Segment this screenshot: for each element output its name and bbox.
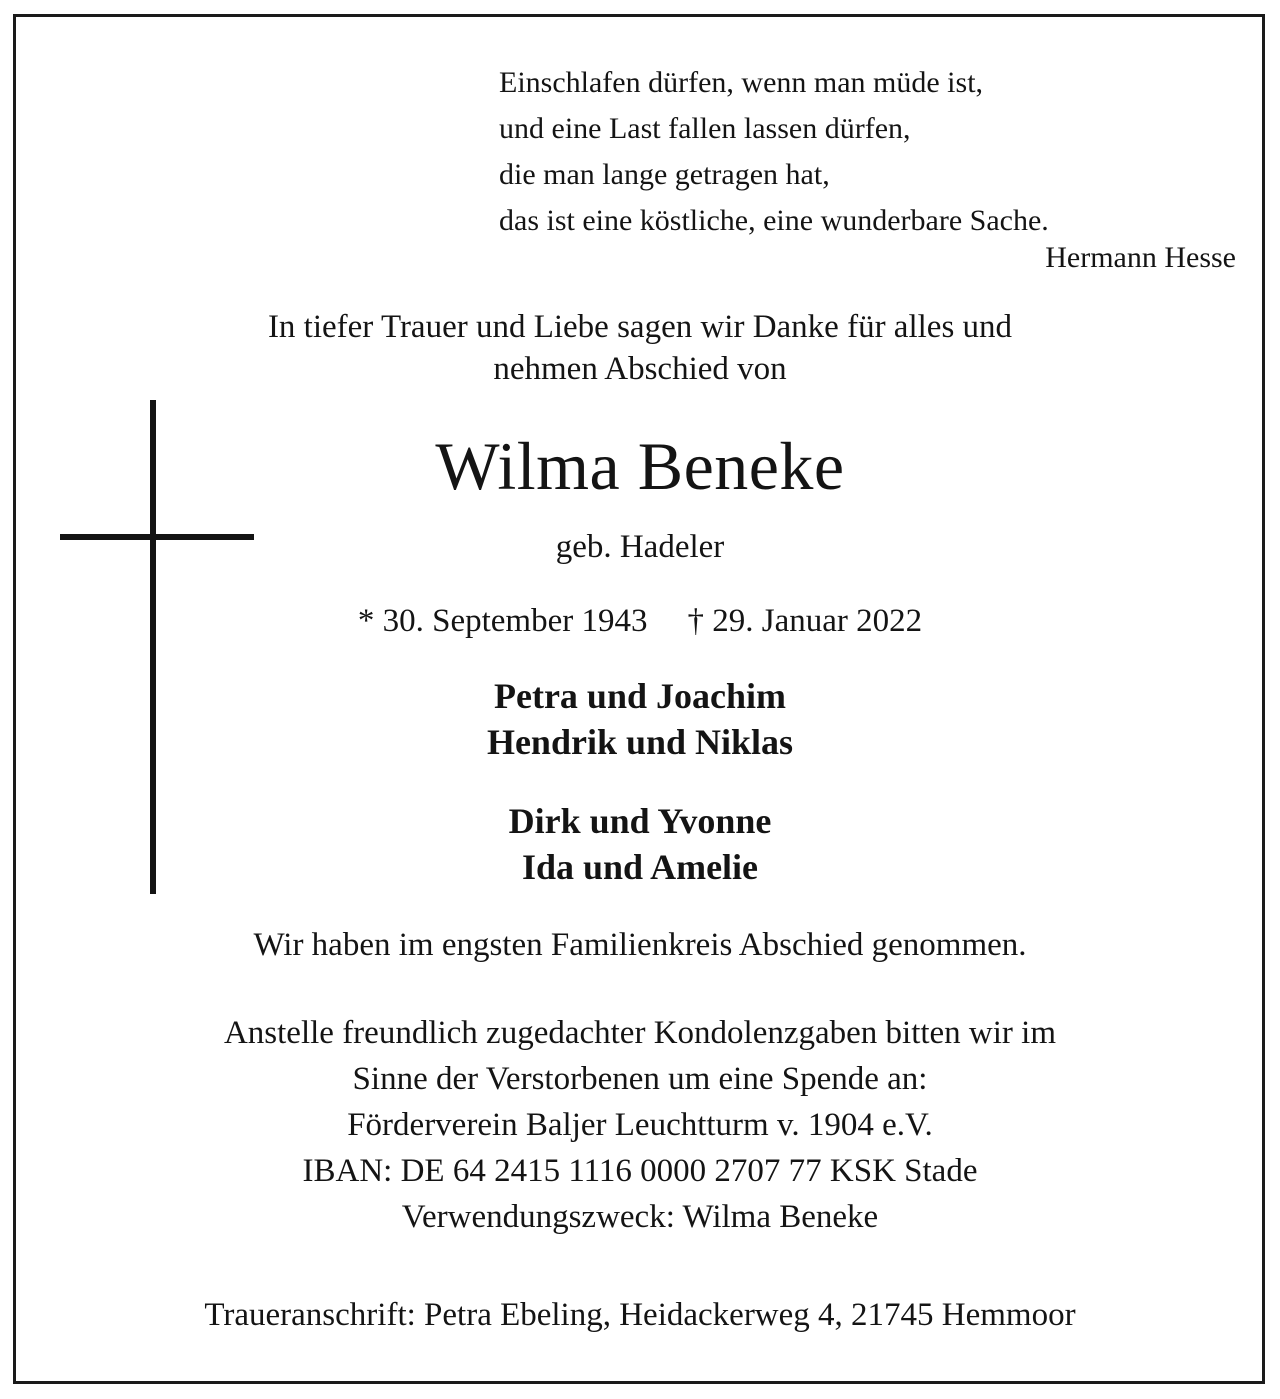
donation-line: Anstelle freundlich zugedachter Kondolenzgaben bitten wir im <box>223 1015 1057 1051</box>
intro-line: nehmen Abschied von <box>493 351 787 387</box>
life-dates <box>0 599 1280 643</box>
poem-quote <box>499 60 1049 244</box>
poem-line: das ist eine köstliche, eine wunderbare Sache. <box>499 204 1049 237</box>
intro-line: In tiefer Trauer und Liebe sagen wir Danke für alles und <box>267 309 1013 345</box>
poem-author: Hermann Hesse <box>1045 241 1236 274</box>
mourning-address: Traueranschrift: Petra Ebeling, Heidackerweg 4, 21745 Hemmoor <box>204 1297 1076 1333</box>
mourner-line: Hendrik und Niklas <box>486 722 794 762</box>
donation-iban: IBAN: DE 64 2415 1116 0000 2707 77 KSK Stade <box>302 1153 978 1189</box>
farewell-note: Wir haben im engsten Familienkreis Abschied genommen. <box>253 927 1027 963</box>
birth-date: * 30. September 1943 <box>357 603 648 639</box>
donation-request <box>0 1010 1280 1240</box>
mourner-line: Petra und Joachim <box>494 676 786 716</box>
donation-line: Sinne der Verstorbenen um eine Spende an: <box>352 1061 928 1097</box>
intro-text <box>0 306 1280 390</box>
mourner-group <box>0 673 1280 765</box>
poem-line: Einschlafen dürfen, wenn man müde ist, <box>499 66 984 99</box>
poem-line: und eine Last fallen lassen dürfen, <box>499 112 911 145</box>
maiden-name: geb. Hadeler <box>555 529 725 565</box>
mourner-group <box>0 798 1280 890</box>
donation-reference: Verwendungszweck: Wilma Beneke <box>401 1199 879 1235</box>
mourner-line: Ida und Amelie <box>521 847 759 887</box>
death-date: † 29. Januar 2022 <box>687 603 923 639</box>
deceased-name: Wilma Beneke <box>435 428 845 504</box>
poem-line: die man lange getragen hat, <box>499 158 830 191</box>
mourner-line: Dirk und Yvonne <box>508 801 772 841</box>
donation-organization: Förderverein Baljer Leuchtturm v. 1904 e.V. <box>347 1107 933 1143</box>
